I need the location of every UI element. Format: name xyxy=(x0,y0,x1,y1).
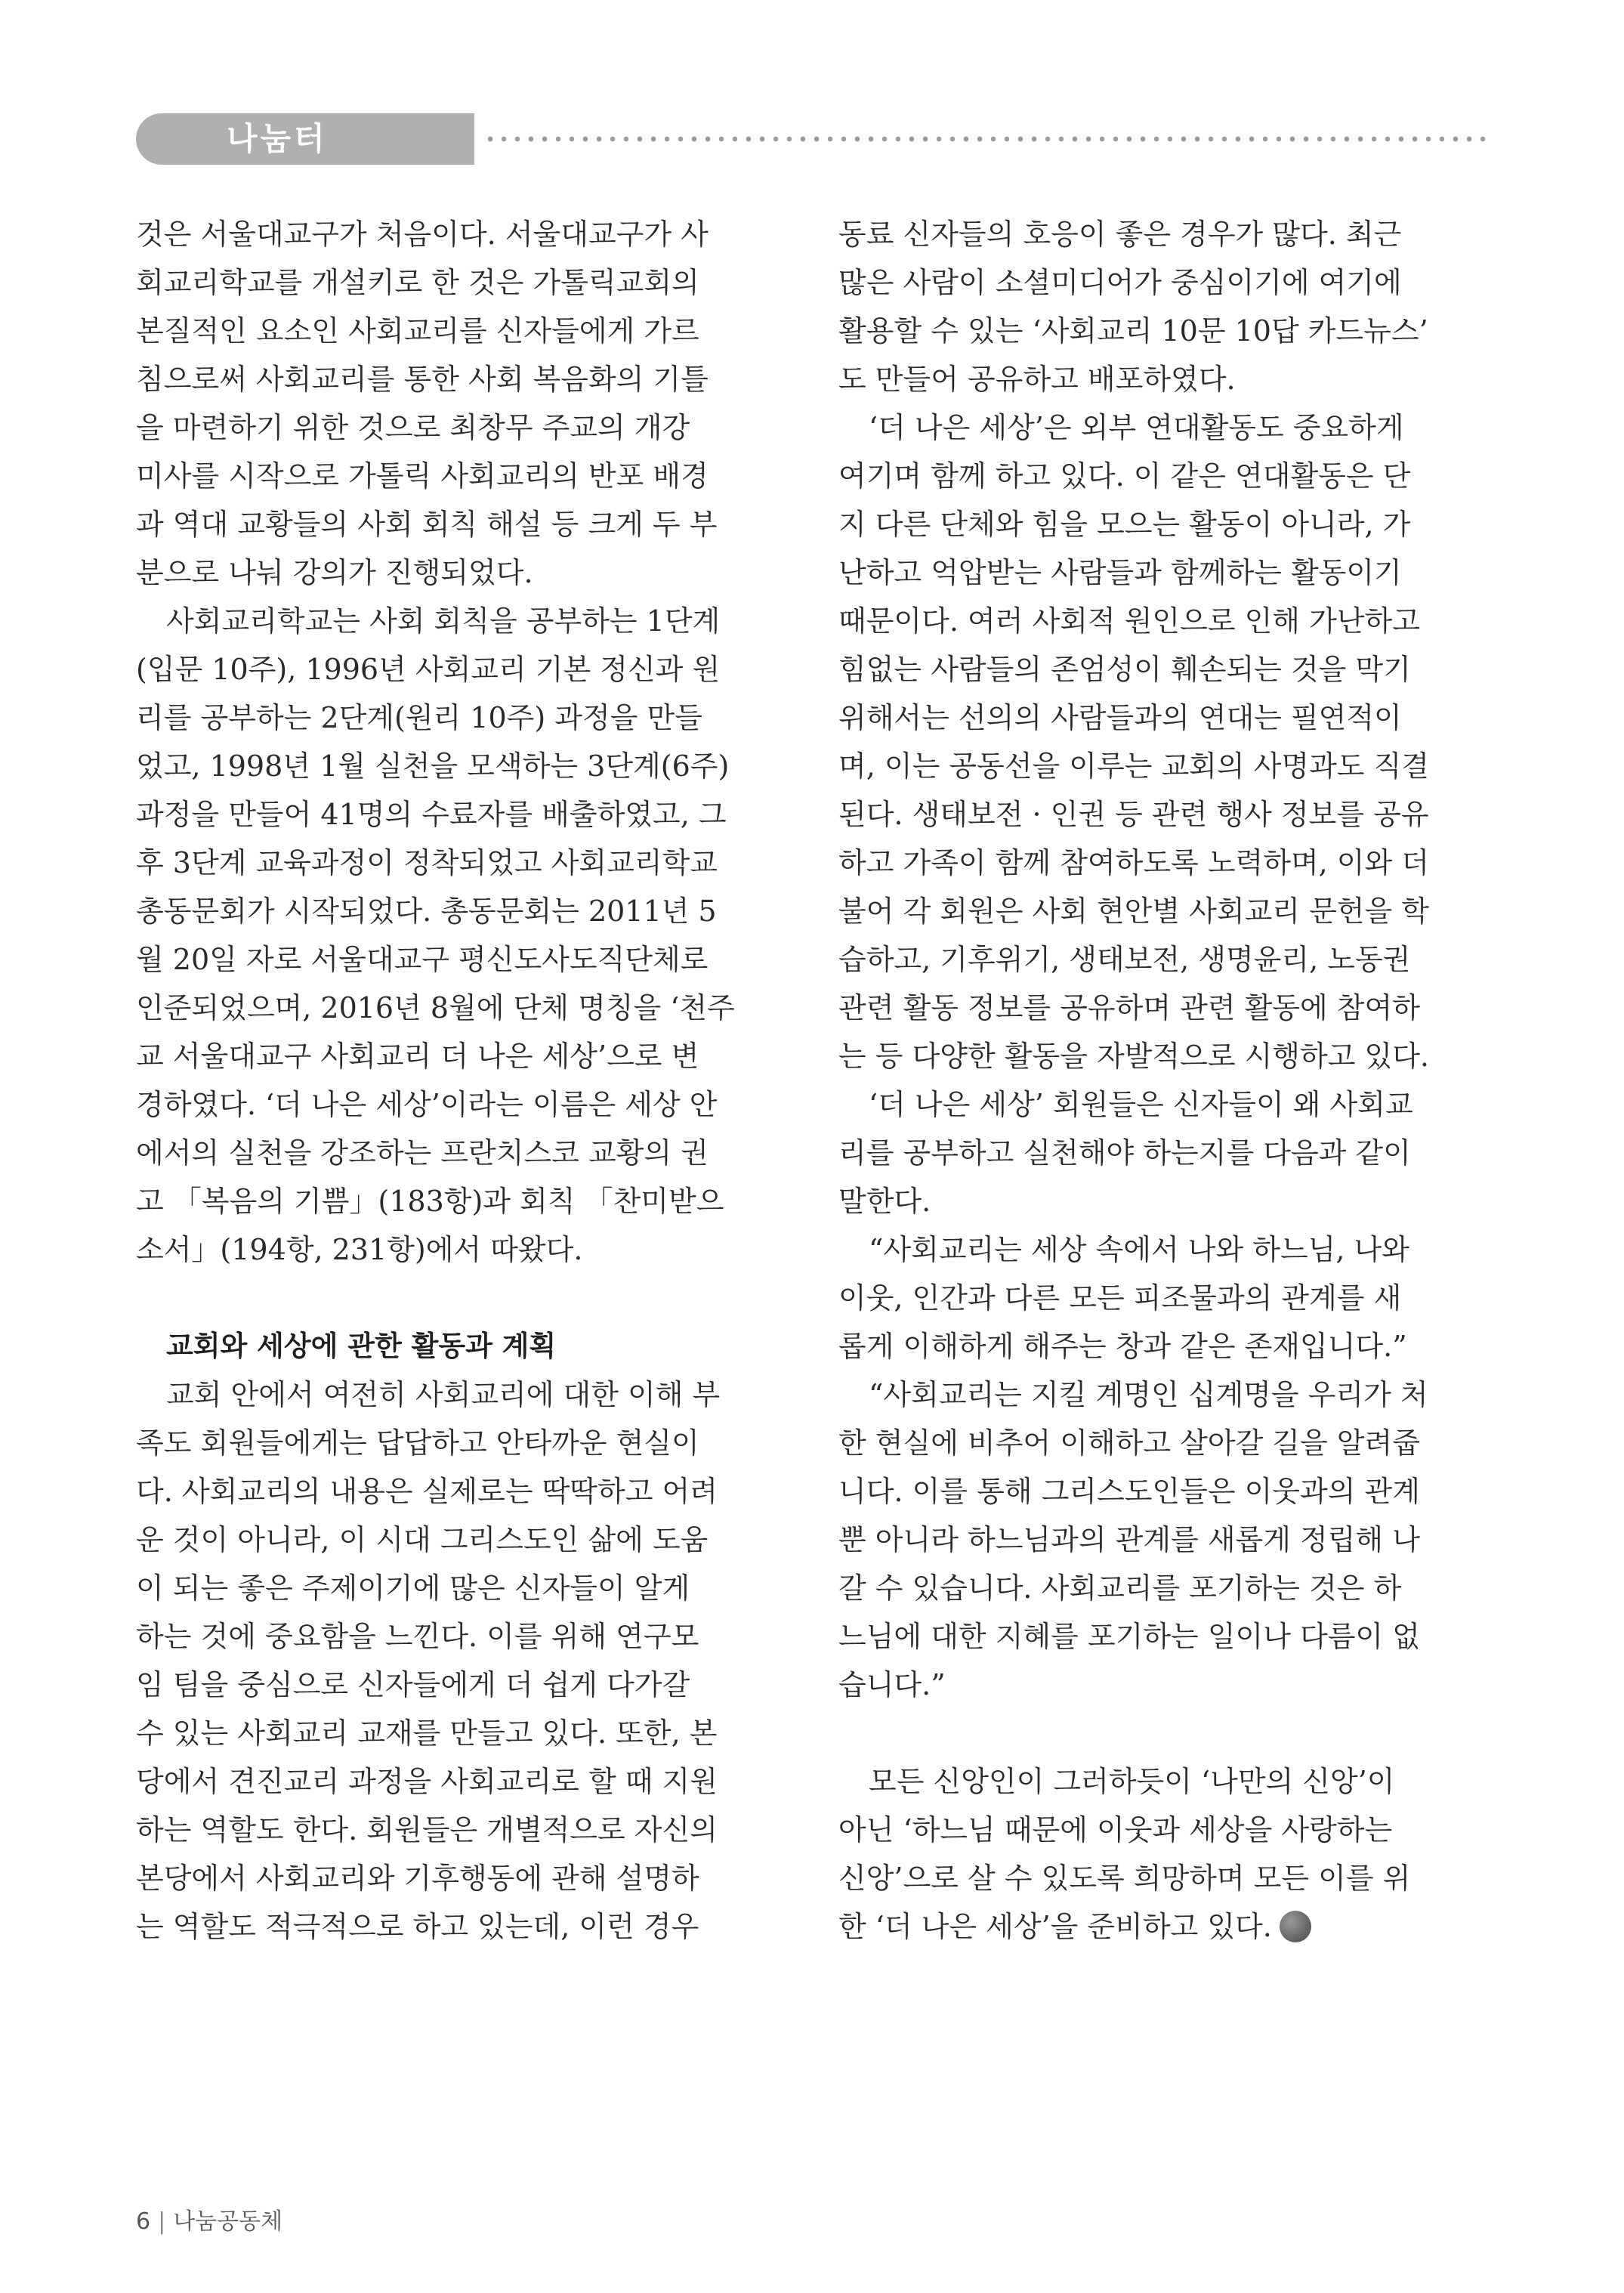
text-line: 에서의 실천을 강조하는 프란치스코 교황의 권 xyxy=(136,1136,709,1170)
text-line: 신앙’으로 살 수 있도록 희망하며 모든 이를 위 xyxy=(838,1862,1411,1895)
page-footer xyxy=(136,2202,283,2236)
section-tab xyxy=(136,113,474,165)
quote-line: “사회교리는 지킬 계명인 십계명을 우리가 처 xyxy=(869,1378,1428,1411)
text-line: 는 등 다양한 활동을 자발적으로 시행하고 있다. xyxy=(838,1040,1430,1073)
text-line: 며, 이는 공동선을 이루는 교회의 사명과도 직결 xyxy=(838,749,1430,783)
text-line: 리를 공부하고 실천해야 하는지를 다음과 같이 xyxy=(838,1136,1411,1170)
text-line: ‘더 나은 세상’은 외부 연대활동도 중요하게 xyxy=(869,411,1404,444)
text-line: 경하였다. ‘더 나은 세상’이라는 이름은 세상 안 xyxy=(136,1088,718,1121)
text-line: 을 마련하기 위한 것으로 최창무 주교의 개강 xyxy=(136,411,690,444)
text-line: 관련 활동 정보를 공유하며 관련 활동에 참여하 xyxy=(838,991,1420,1024)
text-line: 교회 안에서 여전히 사회교리에 대한 이해 부 xyxy=(166,1378,721,1411)
text-line: 많은 사람이 소셜미디어가 중심이기에 여기에 xyxy=(838,266,1402,299)
section-subheading: 교회와 세상에 관한 활동과 계획 xyxy=(166,1330,557,1362)
end-mark-icon xyxy=(1280,1911,1311,1942)
text-line: 는 역할도 적극적으로 하고 있는데, 이런 경우 xyxy=(136,1910,699,1943)
text-line: 위해서는 선의의 사람들과의 연대는 필연적이 xyxy=(838,701,1402,734)
text-line: 도 만들어 공유하고 배포하였다. xyxy=(838,363,1236,396)
text-line: 소서」(194항, 231항)에서 따왔다. xyxy=(136,1233,583,1266)
quote-line: 롭게 이해하게 해주는 창과 같은 존재입니다.” xyxy=(838,1330,1407,1363)
text-line: 수 있는 사회교리 교재를 만들고 있다. 또한, 본 xyxy=(136,1717,718,1750)
text-line: 리를 공부하는 2단계(원리 10주) 과정을 만들 xyxy=(136,701,702,734)
text-line: 하고 가족이 함께 참여하도록 노력하며, 이와 더 xyxy=(838,846,1430,879)
text-line: 활용할 수 있는 ‘사회교리 10문 10답 카드뉴스’ xyxy=(838,314,1428,348)
text-line: ‘더 나은 세상’ 회원들은 신자들이 왜 사회교 xyxy=(869,1088,1413,1121)
text-line: 인준되었으며, 2016년 8월에 단체 명칭을 ‘천주 xyxy=(136,991,735,1024)
text-line: 하는 역할도 한다. 회원들은 개별적으로 자신의 xyxy=(136,1813,718,1846)
text-line: 교 서울대교구 사회교리 더 나은 세상’으로 변 xyxy=(136,1040,699,1073)
quote-line: 뿐 아니라 하느님과의 관계를 새롭게 정립해 나 xyxy=(838,1523,1420,1556)
text-line: 과 역대 교황들의 사회 회칙 해설 등 크게 두 부 xyxy=(136,508,718,541)
text-line: 과정을 만들어 41명의 수료자를 배출하였고, 그 xyxy=(136,798,727,831)
quote-line: 이웃, 인간과 다른 모든 피조물과의 관계를 새 xyxy=(838,1281,1402,1315)
quote-line: 한 현실에 비추어 이해하고 살아갈 길을 알려줍 xyxy=(838,1426,1420,1460)
text-line: 임 팀을 중심으로 신자들에게 더 쉽게 다가갈 xyxy=(136,1668,690,1701)
dotted-rule xyxy=(483,134,1492,144)
text-line: 하는 것에 중요함을 느낀다. 이를 위해 연구모 xyxy=(136,1620,699,1653)
text-line: 족도 회원들에게는 답답하고 안타까운 현실이 xyxy=(136,1426,699,1460)
footer-separator: | xyxy=(158,2208,166,2235)
text-line: 후 3단계 교육과정이 정착되었고 사회교리학교 xyxy=(136,846,718,879)
text-line: 본질적인 요소인 사회교리를 신자들에게 가르 xyxy=(136,314,699,348)
text-line: 분으로 나눠 강의가 진행되었다. xyxy=(136,556,533,589)
page-number: 6 xyxy=(136,2208,151,2235)
quote-line: 니다. 이를 통해 그리스도인들은 이웃과의 관계 xyxy=(838,1475,1420,1508)
text-line: 힘없는 사람들의 존엄성이 훼손되는 것을 막기 xyxy=(838,653,1411,686)
right-column xyxy=(838,210,1511,1951)
left-column xyxy=(136,210,808,1951)
text-line: 습하고, 기후위기, 생태보전, 생명윤리, 노동권 xyxy=(838,943,1411,976)
paragraph-gap xyxy=(136,1274,808,1322)
text-line: 모든 신앙인이 그러하듯이 ‘나만의 신앙’이 xyxy=(869,1765,1395,1798)
text-line: 때문이다. 여러 사회적 원인으로 인해 가난하고 xyxy=(838,604,1420,638)
text-line: 말한다. xyxy=(838,1185,931,1218)
text-line: 불어 각 회원은 사회 현안별 사회교리 문헌을 학 xyxy=(838,895,1430,928)
text-line: 당에서 견진교리 과정을 사회교리로 할 때 지원 xyxy=(136,1765,718,1798)
quote-line: 느님에 대한 지혜를 포기하는 일이나 다름이 없 xyxy=(838,1620,1420,1653)
section-title: 나눔터 xyxy=(227,120,328,157)
text-line: 된다. 생태보전 · 인권 등 관련 행사 정보를 공유 xyxy=(838,798,1429,831)
text-line: 한 ‘더 나은 세상’을 준비하고 있다. xyxy=(838,1910,1272,1943)
text-line: 동료 신자들의 호응이 좋은 경우가 많다. 최근 xyxy=(838,218,1402,251)
text-line: 회교리학교를 개설키로 한 것은 가톨릭교회의 xyxy=(136,266,699,299)
text-line: 것은 서울대교구가 처음이다. 서울대교구가 사 xyxy=(136,218,709,251)
text-line: 월 20일 자로 서울대교구 평신도사도직단체로 xyxy=(136,943,709,976)
text-line: 운 것이 아니라, 이 시대 그리스도인 삶에 도움 xyxy=(136,1523,709,1556)
text-line: 고 「복음의 기쁨」(183항)과 회칙 「찬미받으 xyxy=(136,1185,724,1218)
last-line xyxy=(838,1902,1511,1951)
text-line: 난하고 억압받는 사람들과 함께하는 활동이기 xyxy=(838,556,1402,589)
quote-line: 습니다.” xyxy=(838,1668,946,1701)
text-line: 본당에서 사회교리와 기후행동에 관해 설명하 xyxy=(136,1862,699,1895)
text-line: 아닌 ‘하느님 때문에 이웃과 세상을 사랑하는 xyxy=(838,1813,1393,1846)
text-line: 여기며 함께 하고 있다. 이 같은 연대활동은 단 xyxy=(838,459,1411,493)
paragraph-gap xyxy=(838,1709,1511,1757)
text-line: 사회교리학교는 사회 회칙을 공부하는 1단계 xyxy=(166,604,721,638)
quote-line: 갈 수 있습니다. 사회교리를 포기하는 것은 하 xyxy=(838,1571,1402,1605)
text-line: 지 다른 단체와 힘을 모으는 활동이 아니라, 가 xyxy=(838,508,1411,541)
text-line: 침으로써 사회교리를 통한 사회 복음화의 기틀 xyxy=(136,363,709,396)
text-line: 미사를 시작으로 가톨릭 사회교리의 반포 배경 xyxy=(136,459,709,493)
quote-line: “사회교리는 세상 속에서 나와 하느님, 나와 xyxy=(869,1233,1409,1266)
text-line: 이 되는 좋은 주제이기에 많은 신자들이 알게 xyxy=(136,1571,690,1605)
text-line: (입문 10주), 1996년 사회교리 기본 정신과 원 xyxy=(136,653,721,686)
text-line: 었고, 1998년 1월 실천을 모색하는 3단계(6주) xyxy=(136,749,730,783)
publication-name: 나눔공동체 xyxy=(173,2208,283,2235)
text-line: 총동문회가 시작되었다. 총동문회는 2011년 5 xyxy=(136,895,717,928)
text-line: 다. 사회교리의 내용은 실제로는 딱딱하고 어려 xyxy=(136,1475,718,1508)
